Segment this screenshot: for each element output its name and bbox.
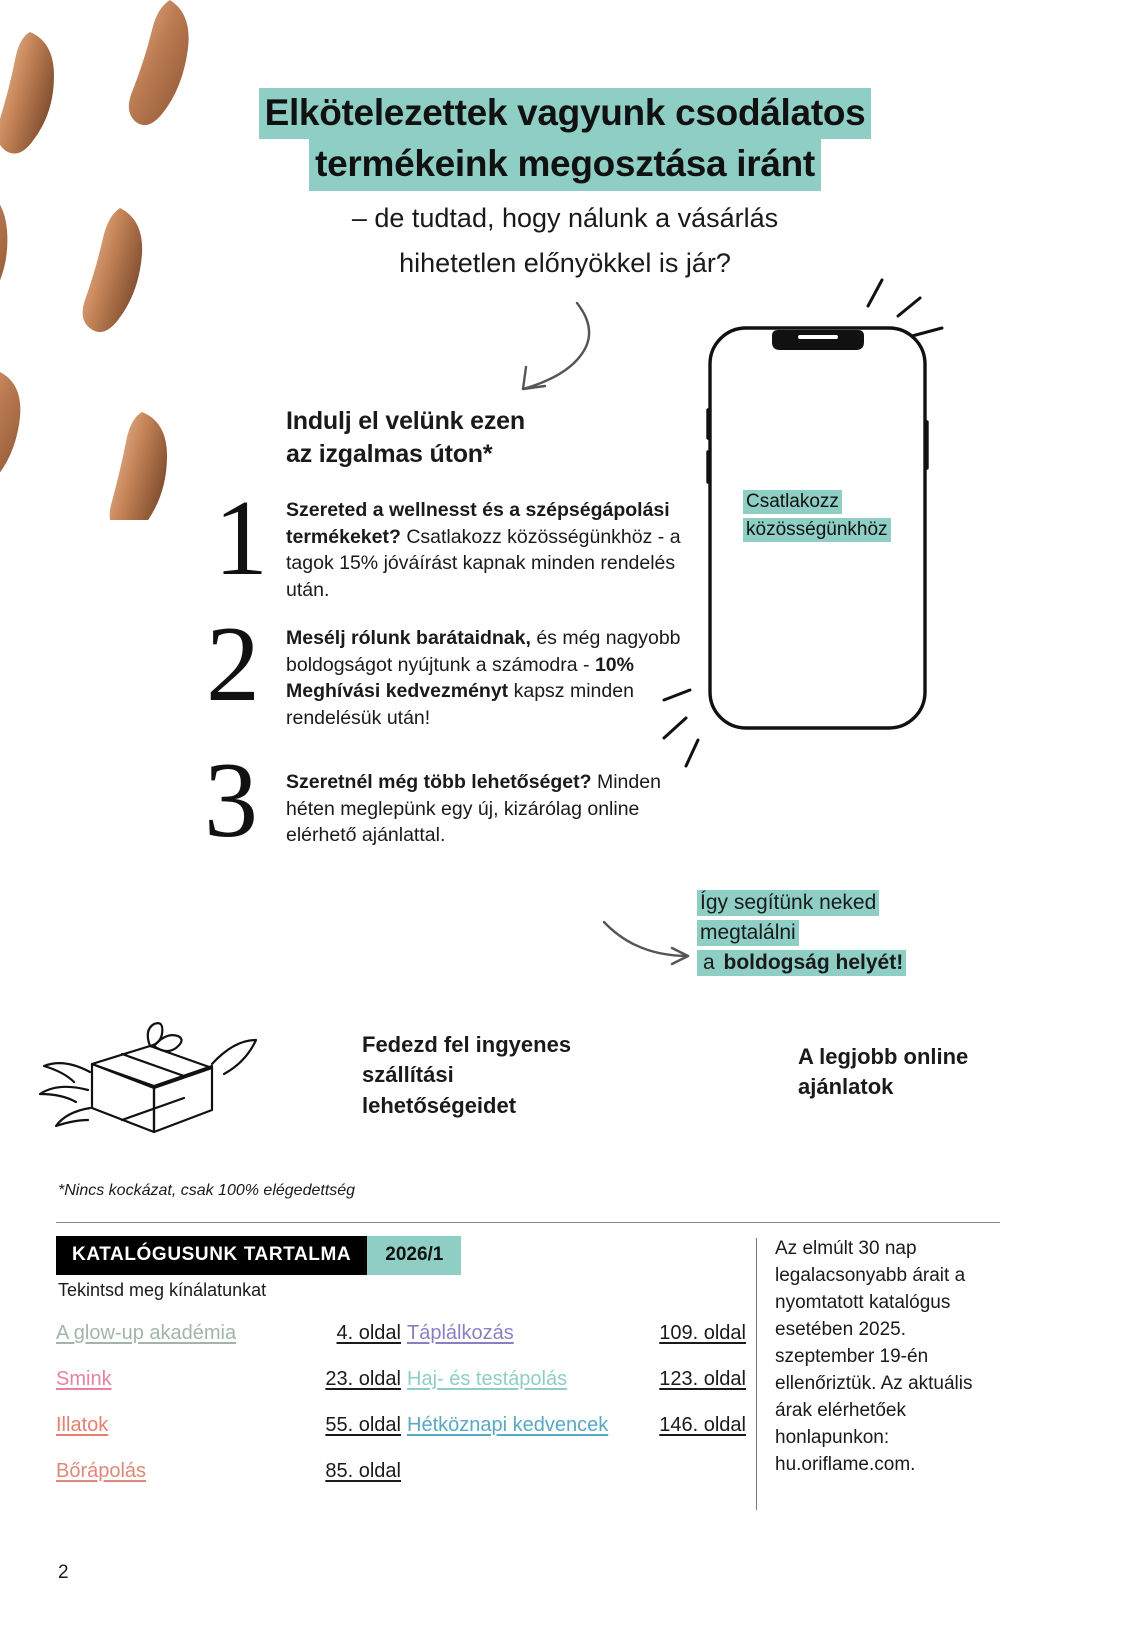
catalog-subtitle: Tekintsd meg kínálatunkat bbox=[58, 1280, 267, 1300]
footnote: *Nincs kockázat, csak 100% elégedettség bbox=[58, 1182, 356, 1199]
toc-row[interactable] bbox=[56, 1458, 401, 1484]
toc-row[interactable] bbox=[56, 1320, 401, 1346]
toc-page-number[interactable]: 109. oldal bbox=[659, 1322, 746, 1344]
step-number: 2 bbox=[206, 605, 260, 725]
steps-block bbox=[204, 405, 686, 863]
shipping-caption bbox=[362, 1030, 571, 1121]
catalog-header-bar bbox=[56, 1236, 461, 1275]
step-number: 1 bbox=[214, 479, 268, 598]
table-of-contents bbox=[56, 1320, 746, 1504]
steps-title-line-2: az izgalmas úton* bbox=[286, 440, 493, 468]
toc-page-number[interactable]: 85. oldal bbox=[325, 1460, 401, 1482]
toc-column-right bbox=[401, 1320, 746, 1504]
toc-page-number[interactable]: 55. oldal bbox=[325, 1414, 401, 1436]
headline-line-2: termékeink megosztása iránt bbox=[309, 139, 821, 190]
step-text-rest: Minden héten meglepünk egy új, kizárólag online elérhető ajánlattal. bbox=[286, 771, 661, 847]
shipping-caption-line-3: lehetőségeidet bbox=[362, 1092, 517, 1118]
callout-line-3 bbox=[697, 950, 906, 976]
online-offers-caption bbox=[798, 1042, 968, 1103]
toc-row[interactable] bbox=[56, 1366, 401, 1392]
toc-link[interactable]: Bőrápolás bbox=[56, 1460, 147, 1482]
toc-link[interactable]: Táplálkozás bbox=[407, 1322, 514, 1344]
toc-row[interactable] bbox=[401, 1366, 746, 1392]
subtitle-line-2: hihetetlen előnyökkel is jár? bbox=[399, 247, 731, 278]
step-text-rest: Csatlakozz közösségünkhöz - a tagok 15% jóváírást kapnak minden rendelés után. bbox=[286, 525, 681, 601]
online-caption-line-2: ajánlatok bbox=[798, 1074, 894, 1100]
phone-badge-line-1: Csatlakozz bbox=[743, 490, 842, 514]
step-text-bold: Szeretnél még több lehetőséget? bbox=[286, 771, 592, 794]
steps-title-line-1: Indulj el velünk ezen bbox=[286, 407, 525, 435]
step-text bbox=[286, 497, 686, 603]
toc-row[interactable] bbox=[401, 1412, 746, 1438]
toc-row[interactable] bbox=[56, 1412, 401, 1438]
step-number: 3 bbox=[204, 741, 258, 861]
step-text bbox=[286, 625, 686, 731]
horizontal-divider bbox=[56, 1222, 1000, 1223]
step-item bbox=[206, 605, 686, 731]
step-text-bold: Mesélj rólunk barátaidnak, bbox=[286, 627, 531, 650]
online-caption-line-1: A legjobb online bbox=[798, 1044, 969, 1069]
phone-join-badge bbox=[743, 488, 923, 543]
shipping-caption-line-2: szállítási bbox=[362, 1062, 454, 1088]
step-text-bold-2: 10% Meghívási kedvezményt bbox=[286, 653, 634, 703]
shipping-caption-line-1: Fedezd fel ingyenes bbox=[362, 1032, 572, 1057]
catalog-bar-issue: 2026/1 bbox=[367, 1236, 461, 1275]
step-text-rest: és még nagyobb boldogságot nyújtunk a számodra - bbox=[286, 627, 681, 676]
toc-page-number[interactable]: 4. oldal bbox=[336, 1322, 401, 1344]
page-number: 2 bbox=[58, 1562, 69, 1583]
toc-link[interactable]: A glow-up akadémia bbox=[56, 1322, 237, 1344]
step-text bbox=[286, 769, 686, 849]
step-text-rest-2: kapsz minden rendelésük után! bbox=[286, 680, 634, 729]
callout-line-2: megtalálni bbox=[697, 920, 799, 946]
step-item bbox=[214, 479, 686, 603]
toc-link[interactable]: Illatok bbox=[56, 1414, 109, 1436]
toc-page-number[interactable]: 123. oldal bbox=[659, 1368, 746, 1390]
toc-link[interactable]: Hétköznapi kedvencek bbox=[407, 1414, 609, 1436]
phone-mockup bbox=[650, 270, 1050, 790]
toc-link[interactable]: Smink bbox=[56, 1368, 112, 1390]
disclaimer-rule bbox=[756, 1238, 757, 1510]
phone-badge-line-2: közösségünkhöz bbox=[743, 518, 891, 542]
callout-line-3-bold: boldogság helyét! bbox=[723, 950, 904, 974]
price-disclaimer: Az elmúlt 30 nap legalacsonyabb árait a nyomtatott katalógus esetében 2025. szeptember 19-én ellenőriztük. Az aktuális árak elérhetőek honlapunkon: hu.oriflame.com. bbox=[775, 1238, 973, 1475]
winged-gift-box-icon bbox=[30, 1020, 260, 1145]
toc-page-number[interactable]: 23. oldal bbox=[325, 1368, 401, 1390]
curved-arrow-icon bbox=[495, 295, 605, 410]
toc-page-number[interactable]: 146. oldal bbox=[659, 1414, 746, 1436]
callout-arrow-icon bbox=[600, 910, 700, 975]
callout-line-1: Így segítünk neked bbox=[697, 890, 879, 916]
toc-column-left bbox=[56, 1320, 401, 1504]
help-callout bbox=[697, 888, 947, 977]
step-text-bold: Szereted a wellnesst és a szépségápolási termékeket? bbox=[286, 499, 670, 548]
headline-line-1: Elkötelezettek vagyunk csodálatos bbox=[259, 88, 872, 139]
steps-title bbox=[286, 405, 686, 471]
catalog-bar-title: KATALÓGUSUNK TARTALMA bbox=[56, 1236, 367, 1275]
step-item bbox=[204, 741, 686, 861]
toc-row[interactable] bbox=[401, 1320, 746, 1346]
callout-line-3-plain: a bbox=[700, 950, 724, 976]
subtitle-line-1: – de tudtad, hogy nálunk a vásárlás bbox=[351, 203, 779, 233]
toc-link[interactable]: Haj- és testápolás bbox=[407, 1368, 568, 1390]
page-headline bbox=[0, 88, 1130, 191]
